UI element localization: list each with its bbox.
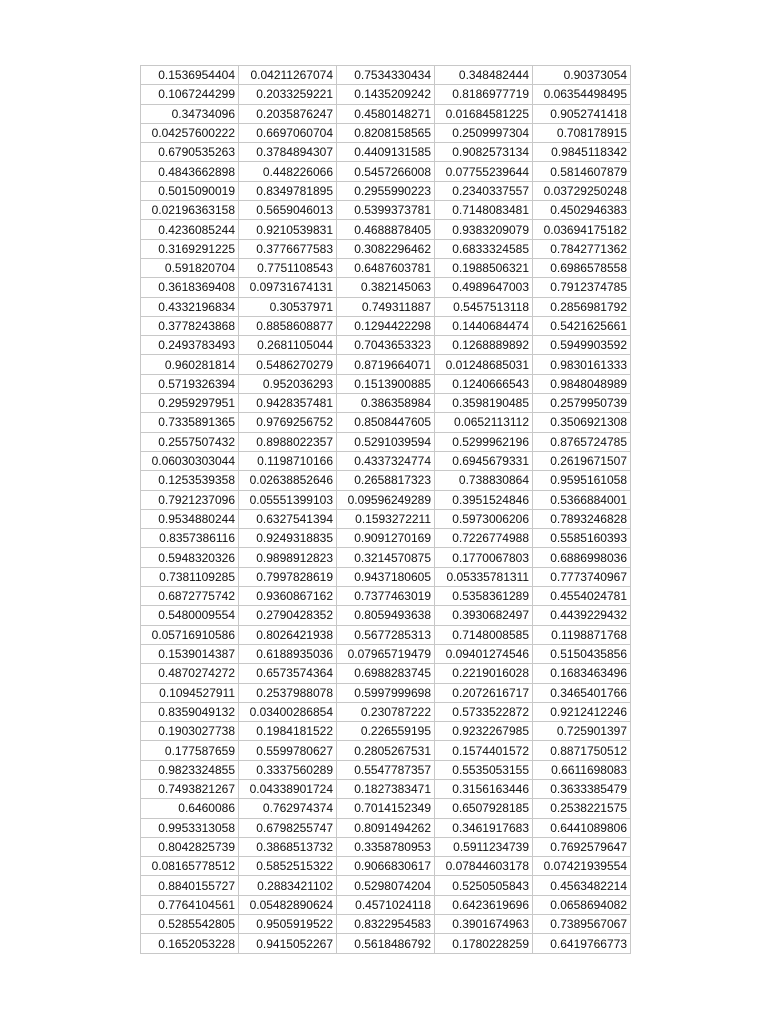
table-cell[interactable]: 0.9066830617 xyxy=(337,857,435,876)
table-cell[interactable]: 0.5618486792 xyxy=(337,934,435,953)
table-cell[interactable]: 0.6423619696 xyxy=(435,895,533,914)
table-row xyxy=(141,316,631,335)
table-row xyxy=(141,799,631,818)
table-cell[interactable]: 0.9898912823 xyxy=(239,548,337,567)
table-row xyxy=(141,567,631,586)
table-cell[interactable]: 0.9091270169 xyxy=(337,529,435,548)
table-cell[interactable]: 0.09401274546 xyxy=(435,644,533,663)
table-cell[interactable]: 0.2805267531 xyxy=(337,741,435,760)
table-cell[interactable]: 0.6419766773 xyxy=(533,934,631,953)
table-cell[interactable]: 0.5948320326 xyxy=(141,548,239,567)
table-cell[interactable]: 0.8508447605 xyxy=(337,413,435,432)
table-cell[interactable]: 0.1198710166 xyxy=(239,451,337,470)
table-cell[interactable]: 0.7148083481 xyxy=(435,201,533,220)
table-cell[interactable]: 0.5677285313 xyxy=(337,625,435,644)
table-row xyxy=(141,644,631,663)
table-cell[interactable]: 0.1827383471 xyxy=(337,779,435,798)
table-cell[interactable]: 0.3169291225 xyxy=(141,239,239,258)
table-cell[interactable]: 0.4571024118 xyxy=(337,895,435,914)
table-row xyxy=(141,548,631,567)
table-row xyxy=(141,509,631,528)
data-table xyxy=(140,65,631,954)
table-cell[interactable]: 0.4843662898 xyxy=(141,162,239,181)
table-cell[interactable]: 0.7377463019 xyxy=(337,587,435,606)
table-cell[interactable]: 0.02638852646 xyxy=(239,471,337,490)
table-cell[interactable]: 0.230787222 xyxy=(337,702,435,721)
table-cell[interactable]: 0.591820704 xyxy=(141,258,239,277)
table-cell[interactable]: 0.8988022357 xyxy=(239,432,337,451)
table-cell[interactable]: 0.3618369408 xyxy=(141,278,239,297)
table-cell[interactable]: 0.6573574364 xyxy=(239,664,337,683)
table-cell[interactable]: 0.6945679331 xyxy=(435,451,533,470)
table-row xyxy=(141,336,631,355)
table-cell[interactable]: 0.1253539358 xyxy=(141,471,239,490)
table-cell[interactable]: 0.6460086 xyxy=(141,799,239,818)
table-cell[interactable]: 0.708178915 xyxy=(533,123,631,142)
table-row xyxy=(141,66,631,85)
table-cell[interactable]: 0.5285542805 xyxy=(141,915,239,934)
table-cell[interactable]: 0.1652053228 xyxy=(141,934,239,953)
table-cell[interactable]: 0.1593272211 xyxy=(337,509,435,528)
table-row xyxy=(141,258,631,277)
table-cell[interactable]: 0.06030303044 xyxy=(141,451,239,470)
table-cell[interactable]: 0.6697060704 xyxy=(239,123,337,142)
table-cell[interactable]: 0.5486270279 xyxy=(239,355,337,374)
table-cell[interactable]: 0.2955990223 xyxy=(337,181,435,200)
table-cell[interactable]: 0.7912374785 xyxy=(533,278,631,297)
table-row xyxy=(141,471,631,490)
table-cell[interactable]: 0.8840155727 xyxy=(141,876,239,895)
table-cell[interactable]: 0.06354498495 xyxy=(533,85,631,104)
table-cell[interactable]: 0.8091494262 xyxy=(337,818,435,837)
table-cell[interactable]: 0.8357386116 xyxy=(141,529,239,548)
table-cell[interactable]: 0.6611698083 xyxy=(533,760,631,779)
table-cell[interactable]: 0.05335781311 xyxy=(435,567,533,586)
table-cell[interactable]: 0.6790535263 xyxy=(141,143,239,162)
table-cell[interactable]: 0.2619671507 xyxy=(533,451,631,470)
table-row xyxy=(141,606,631,625)
table-cell[interactable]: 0.1067244299 xyxy=(141,85,239,104)
table-cell[interactable]: 0.9953313058 xyxy=(141,818,239,837)
table-cell[interactable]: 0.3358780953 xyxy=(337,837,435,856)
table-cell[interactable]: 0.8871750512 xyxy=(533,741,631,760)
table-row xyxy=(141,857,631,876)
table-row xyxy=(141,934,631,953)
table-cell[interactable]: 0.4554024781 xyxy=(533,587,631,606)
table-row xyxy=(141,760,631,779)
table-cell[interactable]: 0.3784894307 xyxy=(239,143,337,162)
table-cell[interactable]: 0.7389567067 xyxy=(533,915,631,934)
table-cell[interactable]: 0.08165778512 xyxy=(141,857,239,876)
table-cell[interactable]: 0.348482444 xyxy=(435,66,533,85)
table-cell[interactable]: 0.2959297951 xyxy=(141,394,239,413)
table-cell[interactable]: 0.9052741418 xyxy=(533,104,631,123)
table-cell[interactable]: 0.2538221575 xyxy=(533,799,631,818)
table-row xyxy=(141,374,631,393)
table-cell[interactable]: 0.9848048989 xyxy=(533,374,631,393)
table-cell[interactable]: 0.5457266008 xyxy=(337,162,435,181)
table-cell[interactable]: 0.1988506321 xyxy=(435,258,533,277)
table-cell[interactable]: 0.8322954583 xyxy=(337,915,435,934)
table-cell[interactable]: 0.2340337557 xyxy=(435,181,533,200)
table-cell[interactable]: 0.3633385479 xyxy=(533,779,631,798)
table-cell[interactable]: 0.5599780627 xyxy=(239,741,337,760)
table-cell[interactable]: 0.9249318835 xyxy=(239,529,337,548)
table-cell[interactable]: 0.3082296462 xyxy=(337,239,435,258)
table-cell[interactable]: 0.4409131585 xyxy=(337,143,435,162)
table-row xyxy=(141,104,631,123)
table-row xyxy=(141,741,631,760)
table-cell[interactable]: 0.05482890624 xyxy=(239,895,337,914)
table-cell[interactable]: 0.2033259221 xyxy=(239,85,337,104)
table-cell[interactable]: 0.1539014387 xyxy=(141,644,239,663)
table-cell[interactable]: 0.5659046013 xyxy=(239,201,337,220)
table-cell[interactable]: 0.1770067803 xyxy=(435,548,533,567)
table-row xyxy=(141,355,631,374)
table-cell[interactable]: 0.03694175182 xyxy=(533,220,631,239)
table-cell[interactable]: 0.1513900885 xyxy=(337,374,435,393)
table-cell[interactable]: 0.5457513118 xyxy=(435,297,533,316)
table-row xyxy=(141,895,631,914)
table-cell[interactable]: 0.2493783493 xyxy=(141,336,239,355)
table-row xyxy=(141,702,631,721)
table-cell[interactable]: 0.2072616717 xyxy=(435,683,533,702)
table-cell[interactable]: 0.3901674963 xyxy=(435,915,533,934)
table-cell[interactable]: 0.2856981792 xyxy=(533,297,631,316)
table-row xyxy=(141,587,631,606)
table-cell[interactable]: 0.7842771362 xyxy=(533,239,631,258)
table-row xyxy=(141,123,631,142)
table-cell[interactable]: 0.4989647003 xyxy=(435,278,533,297)
table-cell[interactable]: 0.3776677583 xyxy=(239,239,337,258)
table-cell[interactable]: 0.3598190485 xyxy=(435,394,533,413)
table-cell[interactable]: 0.3506921308 xyxy=(533,413,631,432)
table-cell[interactable]: 0.3951524846 xyxy=(435,490,533,509)
table-row xyxy=(141,625,631,644)
table-cell[interactable]: 0.5015090019 xyxy=(141,181,239,200)
table-cell[interactable]: 0.3930682497 xyxy=(435,606,533,625)
table-row xyxy=(141,143,631,162)
table-cell[interactable]: 0.1435209242 xyxy=(337,85,435,104)
table-cell[interactable]: 0.3868513732 xyxy=(239,837,337,856)
table-row xyxy=(141,201,631,220)
table-cell[interactable]: 0.8059493638 xyxy=(337,606,435,625)
table-row xyxy=(141,818,631,837)
table-cell[interactable]: 0.7381109285 xyxy=(141,567,239,586)
table-cell[interactable]: 0.8719664071 xyxy=(337,355,435,374)
table-row xyxy=(141,664,631,683)
table-row xyxy=(141,162,631,181)
table-cell[interactable]: 0.386358984 xyxy=(337,394,435,413)
table-cell[interactable]: 0.7014152349 xyxy=(337,799,435,818)
table-cell[interactable]: 0.2537988078 xyxy=(239,683,337,702)
table-cell[interactable]: 0.1984181522 xyxy=(239,722,337,741)
table-cell[interactable]: 0.7751108543 xyxy=(239,258,337,277)
table-row xyxy=(141,85,631,104)
table-cell[interactable]: 0.5421625661 xyxy=(533,316,631,335)
table-cell[interactable]: 0.762974374 xyxy=(239,799,337,818)
table-cell[interactable]: 0.2883421102 xyxy=(239,876,337,895)
table-cell[interactable]: 0.4332196834 xyxy=(141,297,239,316)
table-cell[interactable]: 0.5814607879 xyxy=(533,162,631,181)
table-cell[interactable]: 0.6988283745 xyxy=(337,664,435,683)
table-cell[interactable]: 0.03400286854 xyxy=(239,702,337,721)
table-cell[interactable]: 0.1903027738 xyxy=(141,722,239,741)
table-cell[interactable]: 0.9212412246 xyxy=(533,702,631,721)
table-cell[interactable]: 0.9082573134 xyxy=(435,143,533,162)
table-cell[interactable]: 0.749311887 xyxy=(337,297,435,316)
table-cell[interactable]: 0.5358361289 xyxy=(435,587,533,606)
table-cell[interactable]: 0.7534330434 xyxy=(337,66,435,85)
table-row xyxy=(141,297,631,316)
table-cell[interactable]: 0.1240666543 xyxy=(435,374,533,393)
table-cell[interactable]: 0.3214570875 xyxy=(337,548,435,567)
table-cell[interactable]: 0.2790428352 xyxy=(239,606,337,625)
table-cell[interactable]: 0.5547787357 xyxy=(337,760,435,779)
table-cell[interactable]: 0.8042825739 xyxy=(141,837,239,856)
table-cell[interactable]: 0.9505919522 xyxy=(239,915,337,934)
table-cell[interactable]: 0.3156163446 xyxy=(435,779,533,798)
table-cell[interactable]: 0.4870274272 xyxy=(141,664,239,683)
table-cell[interactable]: 0.9830161333 xyxy=(533,355,631,374)
table-cell[interactable]: 0.6507928185 xyxy=(435,799,533,818)
table-cell[interactable]: 0.5298074204 xyxy=(337,876,435,895)
table-cell[interactable]: 0.9415052267 xyxy=(239,934,337,953)
table-row xyxy=(141,490,631,509)
table-row xyxy=(141,779,631,798)
table-cell[interactable]: 0.7493821267 xyxy=(141,779,239,798)
table-cell[interactable]: 0.9845118342 xyxy=(533,143,631,162)
table-cell[interactable]: 0.2681105044 xyxy=(239,336,337,355)
table-cell[interactable]: 0.5299962196 xyxy=(435,432,533,451)
table-cell[interactable]: 0.09596249289 xyxy=(337,490,435,509)
table-row xyxy=(141,876,631,895)
table-cell[interactable]: 0.5949903592 xyxy=(533,336,631,355)
table-cell[interactable]: 0.2035876247 xyxy=(239,104,337,123)
table-cell[interactable]: 0.3337560289 xyxy=(239,760,337,779)
table-cell[interactable]: 0.5291039594 xyxy=(337,432,435,451)
table-cell[interactable]: 0.1440684474 xyxy=(435,316,533,335)
table-cell[interactable]: 0.1294422298 xyxy=(337,316,435,335)
table-cell[interactable]: 0.9428357481 xyxy=(239,394,337,413)
table-cell[interactable]: 0.6833324585 xyxy=(435,239,533,258)
table-cell[interactable]: 0.226559195 xyxy=(337,722,435,741)
table-cell[interactable]: 0.7692579647 xyxy=(533,837,631,856)
table-row xyxy=(141,451,631,470)
table-cell[interactable]: 0.3778243868 xyxy=(141,316,239,335)
table-cell[interactable]: 0.90373054 xyxy=(533,66,631,85)
table-cell[interactable]: 0.7773740967 xyxy=(533,567,631,586)
table-cell[interactable]: 0.9595161058 xyxy=(533,471,631,490)
table-row xyxy=(141,220,631,239)
table-cell[interactable]: 0.8858608877 xyxy=(239,316,337,335)
table-cell[interactable]: 0.07755239644 xyxy=(435,162,533,181)
table-cell[interactable]: 0.1574401572 xyxy=(435,741,533,760)
table-cell[interactable]: 0.5399373781 xyxy=(337,201,435,220)
table-cell[interactable]: 0.03729250248 xyxy=(533,181,631,200)
table-cell[interactable]: 0.6188935036 xyxy=(239,644,337,663)
table-cell[interactable]: 0.07421939554 xyxy=(533,857,631,876)
table-cell[interactable]: 0.5480009554 xyxy=(141,606,239,625)
table-cell[interactable]: 0.2557507432 xyxy=(141,432,239,451)
table-cell[interactable]: 0.6886998036 xyxy=(533,548,631,567)
table-cell[interactable]: 0.8208158565 xyxy=(337,123,435,142)
table-cell[interactable]: 0.4688878405 xyxy=(337,220,435,239)
table-cell[interactable]: 0.9437180605 xyxy=(337,567,435,586)
table-cell[interactable]: 0.9210539831 xyxy=(239,220,337,239)
table-cell[interactable]: 0.6487603781 xyxy=(337,258,435,277)
table-row xyxy=(141,722,631,741)
table-cell[interactable]: 0.5250505843 xyxy=(435,876,533,895)
table-cell[interactable]: 0.448226066 xyxy=(239,162,337,181)
table-cell[interactable]: 0.4580148271 xyxy=(337,104,435,123)
table-cell[interactable]: 0.7335891365 xyxy=(141,413,239,432)
table-cell[interactable]: 0.8359049132 xyxy=(141,702,239,721)
table-cell[interactable]: 0.1094527911 xyxy=(141,683,239,702)
table-cell[interactable]: 0.2579950739 xyxy=(533,394,631,413)
table-cell[interactable]: 0.5535053155 xyxy=(435,760,533,779)
table-cell[interactable]: 0.9769256752 xyxy=(239,413,337,432)
table-cell[interactable]: 0.6986578558 xyxy=(533,258,631,277)
table-cell[interactable]: 0.8186977719 xyxy=(435,85,533,104)
table-cell[interactable]: 0.725901397 xyxy=(533,722,631,741)
table-row xyxy=(141,278,631,297)
table-cell[interactable]: 0.7226774988 xyxy=(435,529,533,548)
table-cell[interactable]: 0.9360867162 xyxy=(239,587,337,606)
table-row xyxy=(141,394,631,413)
table-cell[interactable]: 0.6798255747 xyxy=(239,818,337,837)
table-cell[interactable]: 0.2219016028 xyxy=(435,664,533,683)
table-cell[interactable]: 0.4502946383 xyxy=(533,201,631,220)
table-cell[interactable]: 0.9232267985 xyxy=(435,722,533,741)
table-cell[interactable]: 0.5911234739 xyxy=(435,837,533,856)
table-cell[interactable]: 0.7043653323 xyxy=(337,336,435,355)
table-row xyxy=(141,413,631,432)
table-cell[interactable]: 0.01684581225 xyxy=(435,104,533,123)
table-cell[interactable]: 0.5719326394 xyxy=(141,374,239,393)
table-cell[interactable]: 0.4563482214 xyxy=(533,876,631,895)
table-cell[interactable]: 0.5997999698 xyxy=(337,683,435,702)
table-row xyxy=(141,529,631,548)
table-cell[interactable]: 0.9823324855 xyxy=(141,760,239,779)
table-cell[interactable]: 0.6872775742 xyxy=(141,587,239,606)
table-cell[interactable]: 0.01248685031 xyxy=(435,355,533,374)
table-cell[interactable]: 0.07844603178 xyxy=(435,857,533,876)
table-cell[interactable]: 0.0658694082 xyxy=(533,895,631,914)
table-cell[interactable]: 0.7893246828 xyxy=(533,509,631,528)
table-cell[interactable]: 0.05551399103 xyxy=(239,490,337,509)
table-cell[interactable]: 0.177587659 xyxy=(141,741,239,760)
table-cell[interactable]: 0.7997828619 xyxy=(239,567,337,586)
table-cell[interactable]: 0.1780228259 xyxy=(435,934,533,953)
table-cell[interactable]: 0.04257600222 xyxy=(141,123,239,142)
table-cell[interactable]: 0.960281814 xyxy=(141,355,239,374)
table-row xyxy=(141,683,631,702)
table-cell[interactable]: 0.5585160393 xyxy=(533,529,631,548)
table-cell[interactable]: 0.1198871768 xyxy=(533,625,631,644)
table-cell[interactable]: 0.1268889892 xyxy=(435,336,533,355)
table-cell[interactable]: 0.738830864 xyxy=(435,471,533,490)
table-cell[interactable]: 0.0652113112 xyxy=(435,413,533,432)
table-cell[interactable]: 0.8349781895 xyxy=(239,181,337,200)
table-cell[interactable]: 0.04211267074 xyxy=(239,66,337,85)
table-row xyxy=(141,432,631,451)
table-cell[interactable]: 0.3465401766 xyxy=(533,683,631,702)
table-cell[interactable]: 0.7921237096 xyxy=(141,490,239,509)
table-cell[interactable]: 0.2658817323 xyxy=(337,471,435,490)
table-cell[interactable]: 0.7764104561 xyxy=(141,895,239,914)
table-cell[interactable]: 0.04338901724 xyxy=(239,779,337,798)
table-cell[interactable]: 0.1536954404 xyxy=(141,66,239,85)
table-cell[interactable]: 0.4337324774 xyxy=(337,451,435,470)
table-cell[interactable]: 0.8765724785 xyxy=(533,432,631,451)
table-cell[interactable]: 0.5852515322 xyxy=(239,857,337,876)
table-row xyxy=(141,239,631,258)
table-cell[interactable]: 0.9383209079 xyxy=(435,220,533,239)
table-cell[interactable]: 0.34734096 xyxy=(141,104,239,123)
table-cell[interactable]: 0.5150435856 xyxy=(533,644,631,663)
table-cell[interactable]: 0.1683463496 xyxy=(533,664,631,683)
table-cell[interactable]: 0.5733522872 xyxy=(435,702,533,721)
table-cell[interactable]: 0.05716910586 xyxy=(141,625,239,644)
table-cell[interactable]: 0.5366884001 xyxy=(533,490,631,509)
table-cell[interactable]: 0.952036293 xyxy=(239,374,337,393)
table-cell[interactable]: 0.09731674131 xyxy=(239,278,337,297)
table-cell[interactable]: 0.6327541394 xyxy=(239,509,337,528)
table-cell[interactable]: 0.2509997304 xyxy=(435,123,533,142)
table-cell[interactable]: 0.7148008585 xyxy=(435,625,533,644)
table-body xyxy=(141,66,631,954)
table-cell[interactable]: 0.9534880244 xyxy=(141,509,239,528)
table-cell[interactable]: 0.3461917683 xyxy=(435,818,533,837)
table-cell[interactable]: 0.4439229432 xyxy=(533,606,631,625)
table-cell[interactable]: 0.4236085244 xyxy=(141,220,239,239)
table-cell[interactable]: 0.02196363158 xyxy=(141,201,239,220)
table-cell[interactable]: 0.8026421938 xyxy=(239,625,337,644)
table-cell[interactable]: 0.30537971 xyxy=(239,297,337,316)
table-cell[interactable]: 0.5973006206 xyxy=(435,509,533,528)
table-row xyxy=(141,915,631,934)
table-cell[interactable]: 0.6441089806 xyxy=(533,818,631,837)
table-row xyxy=(141,837,631,856)
table-cell[interactable]: 0.382145063 xyxy=(337,278,435,297)
table-row xyxy=(141,181,631,200)
table-cell[interactable]: 0.07965719479 xyxy=(337,644,435,663)
